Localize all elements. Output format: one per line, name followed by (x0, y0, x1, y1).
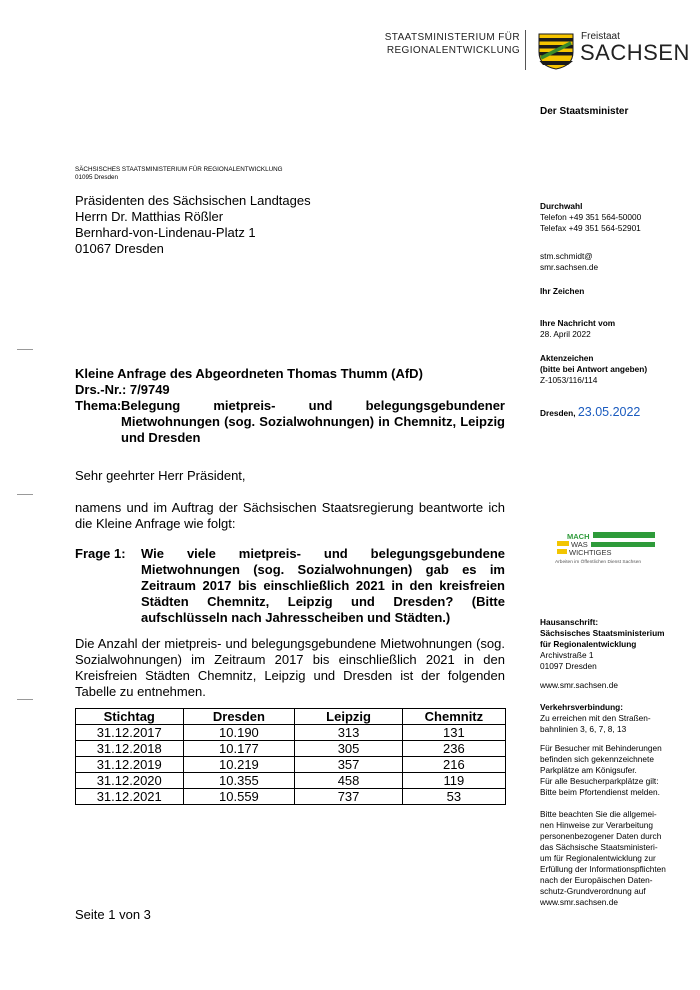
table-cell: 10.190 (183, 725, 295, 741)
address-org2: für Regionalentwicklung (540, 639, 637, 649)
logo-word-mach: MACH (567, 532, 590, 541)
address-block (540, 617, 665, 672)
table-cell: 31.12.2020 (76, 773, 184, 789)
privacy-line: Bitte beachten Sie die allgemei- (540, 809, 657, 819)
table-header-cell: Leipzig (295, 709, 403, 725)
address-street: Archivstraße 1 (540, 650, 594, 660)
ihre-nachricht-label: Ihre Nachricht vom (540, 318, 616, 328)
address-label: Hausanschrift: (540, 617, 599, 627)
sender-line2: 01095 Dresden (75, 174, 119, 181)
state-small-label: Freistaat (581, 31, 620, 42)
transport-line: Parkplätze am Königsufer. (540, 765, 637, 775)
contact-block (540, 201, 641, 234)
date-block (540, 407, 640, 419)
punch-marker (17, 494, 33, 495)
intro-paragraph: namens und im Auftrag der Sächsischen Staatsregierung beantworte ich die Kleine Anfrage wie folgt: (75, 500, 505, 531)
transport-label: Verkehrsverbindung: (540, 702, 623, 712)
table-row (76, 773, 506, 789)
telefon: Telefon +49 351 564-50000 (540, 212, 642, 222)
email-line1: stm.schmidt@ (540, 251, 593, 261)
transport-line: Für Besucher mit Behinderungen (540, 743, 662, 753)
letter-date: 23.05.2022 (577, 405, 641, 419)
transport-line: befinden sich gekennzeichnete (540, 754, 654, 764)
spacer (540, 735, 662, 743)
privacy-line: um für Regionalentwicklung zur (540, 853, 656, 863)
fold-marker (17, 699, 33, 700)
aktenzeichen-note: (bitte bei Antwort angeben) (540, 364, 648, 374)
salutation: Sehr geehrter Herr Präsident, (75, 468, 246, 483)
logo-divider (525, 30, 526, 70)
table-cell: 737 (295, 789, 403, 805)
table-cell: 10.355 (183, 773, 295, 789)
table-row (76, 789, 506, 805)
table-cell: 216 (402, 757, 505, 773)
table-header-cell: Dresden (183, 709, 295, 725)
ministry-name-line1: STAATSMINISTERIUM FÜR (384, 32, 520, 43)
subject-drs: Drs.-Nr.: 7/9749 (75, 382, 170, 397)
privacy-line: Erfüllung der Informationspflichten (540, 864, 666, 874)
logo-yellow-bar (557, 541, 569, 546)
frage-text: Wie viele mietpreis- und belegungsgebundene Mietwohnungen (sog. Sozialwohnungen) gab es im Zeitraum 2017 bis einschließlich 2021 in den kreisfreien Städten Chemnitz, Leipzig und Dresden? (Bitte aufschlüsseln nach Jahresscheiben und Städten.) (141, 546, 505, 625)
thema-label: Thema: (75, 398, 122, 413)
transport-line: Bitte beim Pfortendienst melden. (540, 787, 660, 797)
table-row (76, 725, 506, 741)
recipient-line1: Präsidenten des Sächsischen Landtages (75, 193, 311, 208)
privacy-block (540, 809, 666, 908)
logo-yellow-bar-2 (557, 549, 567, 554)
ihre-nachricht-block (540, 318, 615, 340)
logo-green-bar (593, 532, 655, 538)
aktenzeichen-label: Aktenzeichen (540, 353, 594, 363)
email-line2: smr.sachsen.de (540, 262, 599, 272)
address-web: www.smr.sachsen.de (540, 680, 618, 690)
email-block (540, 251, 598, 273)
recipient-line3: Bernhard-von-Lindenau-Platz 1 (75, 225, 256, 240)
privacy-line: das Sächsische Staatsministeri- (540, 842, 658, 852)
sender-address (75, 166, 283, 182)
ministry-name-line2: REGIONALENTWICKLUNG (386, 45, 520, 56)
table-cell: 53 (402, 789, 505, 805)
recipient-line2: Herrn Dr. Matthias Rößler (75, 209, 224, 224)
aktenzeichen-block (540, 353, 647, 386)
frage-label: Frage 1: (75, 546, 126, 561)
table-cell: 313 (295, 725, 403, 741)
ministry-name (380, 31, 520, 57)
table-cell: 236 (402, 741, 505, 757)
privacy-line: personenbezogener Daten durch (540, 831, 662, 841)
table-header-cell: Chemnitz (402, 709, 505, 725)
table-cell: 31.12.2018 (76, 741, 184, 757)
durchwahl-label: Durchwahl (540, 201, 583, 211)
logo-tagline: Arbeiten im Öffentlichen Dienst Sachsen (555, 560, 642, 565)
aktenzeichen-value: Z-1053/116/114 (540, 375, 598, 385)
transport-line: Für alle Besucherparkplätze gilt: (540, 776, 659, 786)
privacy-line: nach der Europäischen Daten- (540, 875, 653, 885)
table-cell: 458 (295, 773, 403, 789)
address-org1: Sächsisches Staatsministerium (540, 628, 665, 638)
transport-line: bahnlinien 3, 6, 7, 8, 13 (540, 724, 627, 734)
page-number: Seite 1 von 3 (75, 907, 151, 922)
logo-word-wichtiges: WICHTIGES (569, 548, 612, 557)
ihre-nachricht-date: 28. April 2022 (540, 329, 591, 339)
table-row (76, 757, 506, 773)
recipient-address (75, 193, 311, 257)
table-cell: 10.219 (183, 757, 295, 773)
answer-paragraph: Die Anzahl der mietpreis- und belegungsgebundene Mietwohnungen (sog. Sozialwohnungen) im Zeitraum 2017 bis einschließlich 2021 in den Kreisfreien Städten Chemnitz, Leipzig und Dresden ist der folgenden Tabelle zu entnehmen. (75, 636, 505, 699)
subject-line1: Kleine Anfrage des Abgeordneten Thomas Thumm (AfD) (75, 366, 423, 381)
table-cell: 31.12.2021 (76, 789, 184, 805)
ihr-zeichen-label: Ihr Zeichen (540, 286, 585, 296)
minister-title: Der Staatsminister (540, 106, 629, 117)
table-cell: 31.12.2019 (76, 757, 184, 773)
table-cell: 119 (402, 773, 505, 789)
saxony-coat-of-arms-icon (537, 32, 575, 70)
table-cell: 357 (295, 757, 403, 773)
mach-was-wichtiges-logo (555, 530, 665, 575)
table-header-cell: Stichtag (76, 709, 184, 725)
privacy-line: nen Hinweise zur Verarbeitung (540, 820, 653, 830)
state-large-label: SACHSEN (580, 40, 690, 65)
logo-green-bar-2 (591, 542, 655, 547)
table-row (76, 741, 506, 757)
recipient-line4: 01067 Dresden (75, 241, 164, 256)
table-cell: 305 (295, 741, 403, 757)
dresden-label: Dresden, (540, 408, 576, 418)
table-header-row (76, 709, 506, 725)
thema-text: Belegung mietpreis- und belegungsgebundener Mietwohnungen (sog. Sozialwohnungen) in Chemnitz, Leipzig und Dresden (121, 398, 505, 445)
telefax: Telefax +49 351 564-52901 (540, 223, 641, 233)
housing-table (75, 708, 506, 805)
table-cell: 131 (402, 725, 505, 741)
logo-word-was: WAS (571, 540, 588, 549)
privacy-line: www.smr.sachsen.de (540, 897, 618, 907)
address-city: 01097 Dresden (540, 661, 597, 671)
fold-marker (17, 349, 33, 350)
transport-line: Zu erreichen mit den Straßen- (540, 713, 651, 723)
transport-block (540, 702, 662, 798)
table-cell: 10.177 (183, 741, 295, 757)
privacy-line: schutz-Grundverordnung auf (540, 886, 646, 896)
table-cell: 10.559 (183, 789, 295, 805)
sender-line1: SÄCHSISCHES STAATSMINISTERIUM FÜR REGIONALENTWICKLUNG (75, 166, 283, 173)
table-cell: 31.12.2017 (76, 725, 184, 741)
